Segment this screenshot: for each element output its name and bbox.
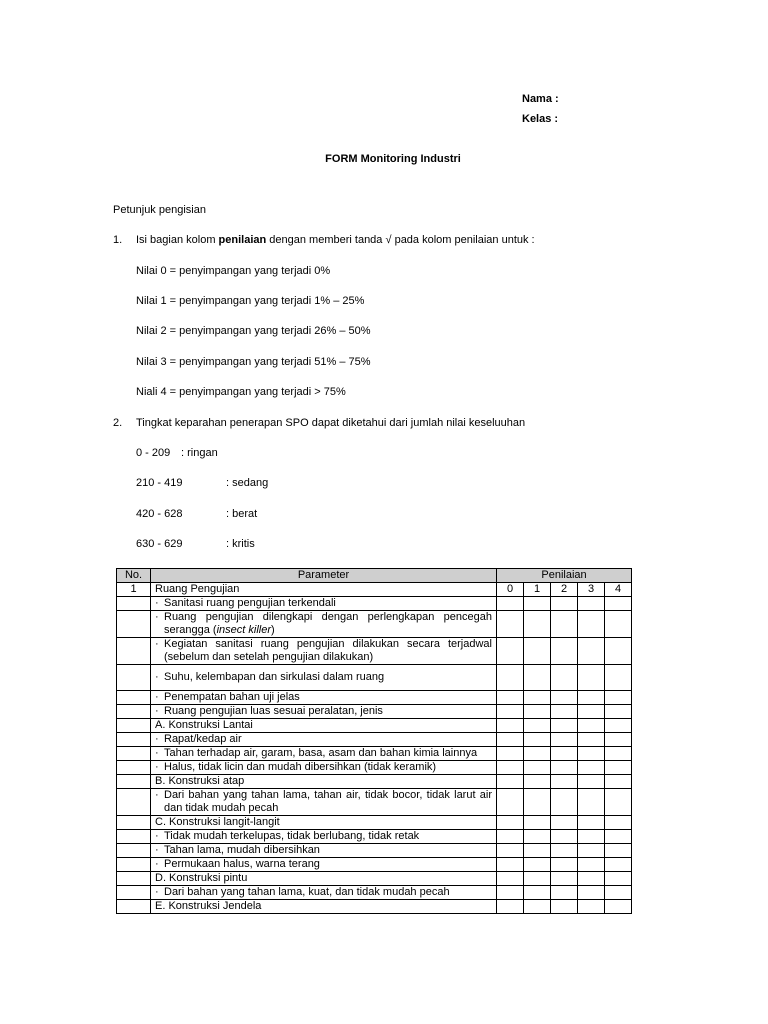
bullet-dot: · <box>155 747 159 759</box>
score-cell[interactable] <box>578 886 605 900</box>
score-cell[interactable] <box>524 719 551 733</box>
bullet-dot: · <box>155 597 159 609</box>
bullet-dot: · <box>155 691 159 703</box>
grade-range-kritis: 630 - 629 <box>136 538 183 550</box>
score-cell[interactable] <box>605 665 632 691</box>
score-cell[interactable] <box>578 747 605 761</box>
bullet-dot: · <box>155 611 159 623</box>
score-cell[interactable] <box>605 747 632 761</box>
subsection-title: D. Konstruksi pintu <box>151 872 497 886</box>
nama-label: Nama : <box>522 93 559 105</box>
score-cell[interactable] <box>578 844 605 858</box>
score-cell[interactable] <box>551 858 578 872</box>
score-cell[interactable] <box>497 900 524 914</box>
score-cell[interactable] <box>524 816 551 830</box>
score-header-0: 0 <box>497 583 524 597</box>
subsection-title: B. Konstruksi atap <box>151 775 497 789</box>
score-cell[interactable] <box>497 775 524 789</box>
score-cell[interactable] <box>605 844 632 858</box>
score-cell[interactable] <box>524 830 551 844</box>
score-cell[interactable] <box>578 638 605 665</box>
parameter-text: Penempatan bahan uji jelas <box>164 691 300 703</box>
score-cell[interactable] <box>524 747 551 761</box>
nilai-0: Nilai 0 = penyimpangan yang terjadi 0% <box>136 265 331 277</box>
bullet-dot: · <box>155 761 159 773</box>
score-cell[interactable] <box>497 816 524 830</box>
bullet-dot: · <box>155 638 159 650</box>
parameter-text <box>164 611 492 637</box>
table-row <box>117 858 632 872</box>
score-cell[interactable] <box>551 844 578 858</box>
grade-label-berat: : berat <box>226 508 258 520</box>
score-cell[interactable] <box>497 665 524 691</box>
score-cell[interactable] <box>551 761 578 775</box>
subsection-row <box>117 775 632 789</box>
score-cell[interactable] <box>497 886 524 900</box>
score-cell[interactable] <box>524 775 551 789</box>
header-no: No. <box>117 569 151 583</box>
score-cell[interactable] <box>497 597 524 611</box>
parameter-text-part: Ruang pengujian dilengkapi dengan perlengkapan pencegah serangga ( <box>164 611 492 636</box>
score-cell[interactable] <box>551 597 578 611</box>
table-row <box>117 691 632 705</box>
table-row <box>117 761 632 775</box>
score-header-3: 3 <box>578 583 605 597</box>
score-cell[interactable] <box>578 691 605 705</box>
score-cell[interactable] <box>605 775 632 789</box>
score-cell[interactable] <box>605 733 632 747</box>
section-title: Ruang Pengujian <box>151 583 497 597</box>
score-cell[interactable] <box>578 789 605 816</box>
score-cell[interactable] <box>524 789 551 816</box>
score-cell[interactable] <box>605 719 632 733</box>
score-cell[interactable] <box>497 872 524 886</box>
nilai-4: Niali 4 = penyimpangan yang terjadi > 75% <box>136 386 346 398</box>
score-cell[interactable] <box>551 665 578 691</box>
subsection-title: E. Konstruksi Jendela <box>151 900 497 914</box>
instructions-heading: Petunjuk pengisian <box>113 204 206 216</box>
nilai-3: Nilai 3 = penyimpangan yang terjadi 51% – 75% <box>136 356 371 368</box>
subsection-row <box>117 719 632 733</box>
score-cell[interactable] <box>605 872 632 886</box>
item1-text-before: Isi bagian kolom <box>136 234 219 246</box>
score-cell[interactable] <box>578 733 605 747</box>
score-cell[interactable] <box>605 638 632 665</box>
bullet-dot: · <box>155 830 159 842</box>
score-cell[interactable] <box>524 611 551 638</box>
parameter-text: Rapat/kedap air <box>164 733 242 745</box>
score-cell[interactable] <box>551 789 578 816</box>
bullet-dot: · <box>155 844 159 856</box>
score-cell[interactable] <box>605 886 632 900</box>
table-row <box>117 844 632 858</box>
score-cell[interactable] <box>605 900 632 914</box>
bullet-dot: · <box>155 789 159 801</box>
score-cell[interactable] <box>578 665 605 691</box>
score-cell[interactable] <box>578 761 605 775</box>
score-cell[interactable] <box>605 597 632 611</box>
grade-range-berat: 420 - 628 <box>136 508 183 520</box>
header-parameter: Parameter <box>151 569 497 583</box>
item2-text: Tingkat keparahan penerapan SPO dapat diketahui dari jumlah nilai keseluuhan <box>136 417 526 429</box>
score-cell[interactable] <box>497 705 524 719</box>
score-cell[interactable] <box>551 733 578 747</box>
parameter-text-part: ) <box>271 624 275 636</box>
monitoring-table <box>116 568 632 914</box>
subsection-row <box>117 872 632 886</box>
table-row <box>117 789 632 816</box>
table-row <box>117 611 632 638</box>
score-cell[interactable] <box>524 872 551 886</box>
score-cell[interactable] <box>524 761 551 775</box>
item1-text-after: dengan memberi tanda √ pada kolom penilaian untuk : <box>266 234 535 246</box>
score-cell[interactable] <box>497 761 524 775</box>
form-title: FORM Monitoring Industri <box>325 153 461 165</box>
subsection-title: C. Konstruksi langit-langit <box>151 816 497 830</box>
score-cell[interactable] <box>524 597 551 611</box>
subsection-row <box>117 900 632 914</box>
grade-range-sedang: 210 - 419 <box>136 477 183 489</box>
parameter-text: Suhu, kelembapan dan sirkulasi dalam ruang <box>164 671 385 683</box>
item1-number: 1. <box>113 234 123 246</box>
score-cell[interactable] <box>551 611 578 638</box>
table-row <box>117 733 632 747</box>
score-cell[interactable] <box>497 691 524 705</box>
score-header-2: 2 <box>551 583 578 597</box>
score-cell[interactable] <box>605 789 632 816</box>
parameter-text: Dari bahan yang tahan lama, tahan air, tidak bocor, tidak larut air dan tidak mudah pecah <box>164 789 492 814</box>
table-header-row <box>117 569 632 583</box>
bullet-dot: · <box>155 733 159 745</box>
score-cell[interactable] <box>578 858 605 872</box>
score-cell[interactable] <box>524 638 551 665</box>
score-cell[interactable] <box>551 691 578 705</box>
header-penilaian: Penilaian <box>497 569 632 583</box>
score-cell[interactable] <box>524 705 551 719</box>
score-cell[interactable] <box>497 638 524 665</box>
parameter-text-italic: insect killer <box>216 624 271 636</box>
parameter-text: Tahan terhadap air, garam, basa, asam dan bahan kimia lainnya <box>164 747 478 759</box>
score-cell[interactable] <box>551 747 578 761</box>
score-cell[interactable] <box>497 858 524 872</box>
score-cell[interactable] <box>551 900 578 914</box>
score-cell[interactable] <box>605 611 632 638</box>
table-row <box>117 638 632 665</box>
parameter-text: Tahan lama, mudah dibersihkan <box>164 844 320 856</box>
kelas-label: Kelas : <box>522 113 559 125</box>
subsection-row <box>117 816 632 830</box>
score-cell[interactable] <box>578 597 605 611</box>
score-cell[interactable] <box>497 611 524 638</box>
score-cell[interactable] <box>524 900 551 914</box>
grade-label-sedang: : sedang <box>226 477 269 489</box>
nilai-2: Nilai 2 = penyimpangan yang terjadi 26% – 50% <box>136 325 371 337</box>
bullet-dot: · <box>155 886 159 898</box>
table-row <box>117 665 632 691</box>
score-header-4: 4 <box>605 583 632 597</box>
table-row <box>117 597 632 611</box>
item1-text-bold: penilaian <box>218 234 267 246</box>
score-cell[interactable] <box>551 886 578 900</box>
item1-text <box>136 234 535 246</box>
score-cell[interactable] <box>551 775 578 789</box>
score-cell[interactable] <box>578 705 605 719</box>
parameter-text: Kegiatan sanitasi ruang pengujian dilakukan secara terjadwal (sebelum dan setelah pengujian dilakukan) <box>164 638 492 663</box>
grade-label-ringan: : ringan <box>181 447 218 459</box>
score-cell[interactable] <box>578 872 605 886</box>
score-cell[interactable] <box>497 844 524 858</box>
score-cell[interactable] <box>551 705 578 719</box>
score-cell[interactable] <box>497 719 524 733</box>
score-cell[interactable] <box>551 830 578 844</box>
score-cell[interactable] <box>578 830 605 844</box>
score-cell[interactable] <box>524 844 551 858</box>
score-cell[interactable] <box>578 611 605 638</box>
table-row <box>117 747 632 761</box>
score-cell[interactable] <box>497 830 524 844</box>
grade-range-ringan: 0 - 209 <box>136 447 171 459</box>
score-cell[interactable] <box>524 733 551 747</box>
nilai-1: Nilai 1 = penyimpangan yang terjadi 1% – 25% <box>136 295 365 307</box>
section-number: 1 <box>117 583 151 597</box>
subsection-title: A. Konstruksi Lantai <box>151 719 497 733</box>
parameter-text: Permukaan halus, warna terang <box>164 858 320 870</box>
score-cell[interactable] <box>497 747 524 761</box>
table-row <box>117 830 632 844</box>
parameter-text: Dari bahan yang tahan lama, kuat, dan tidak mudah pecah <box>164 886 450 898</box>
score-cell[interactable] <box>578 816 605 830</box>
parameter-text: Ruang pengujian luas sesuai peralatan, jenis <box>164 705 383 717</box>
item2-number: 2. <box>113 417 123 429</box>
score-cell[interactable] <box>605 858 632 872</box>
score-cell[interactable] <box>524 858 551 872</box>
score-cell[interactable] <box>605 691 632 705</box>
score-header-1: 1 <box>524 583 551 597</box>
score-cell[interactable] <box>605 830 632 844</box>
table-row <box>117 886 632 900</box>
score-cell[interactable] <box>524 691 551 705</box>
section-row <box>117 583 632 597</box>
parameter-text: Halus, tidak licin dan mudah dibersihkan (tidak keramik) <box>164 761 437 773</box>
score-cell[interactable] <box>578 900 605 914</box>
score-cell[interactable] <box>578 775 605 789</box>
bullet-dot: · <box>155 858 159 870</box>
parameter-text: Sanitasi ruang pengujian terkendali <box>164 597 336 609</box>
score-cell[interactable] <box>605 761 632 775</box>
parameter-text: Tidak mudah terkelupas, tidak berlubang, tidak retak <box>164 830 420 842</box>
score-cell[interactable] <box>605 705 632 719</box>
score-cell[interactable] <box>551 872 578 886</box>
score-cell[interactable] <box>551 816 578 830</box>
bullet-dot: · <box>155 705 159 717</box>
score-cell[interactable] <box>551 719 578 733</box>
bullet-dot: · <box>155 671 159 683</box>
score-cell[interactable] <box>524 886 551 900</box>
score-cell[interactable] <box>551 638 578 665</box>
score-cell[interactable] <box>497 733 524 747</box>
score-cell[interactable] <box>605 816 632 830</box>
score-cell[interactable] <box>497 789 524 816</box>
score-cell[interactable] <box>524 665 551 691</box>
grade-label-kritis: : kritis <box>226 538 255 550</box>
score-cell[interactable] <box>578 719 605 733</box>
table-row <box>117 705 632 719</box>
